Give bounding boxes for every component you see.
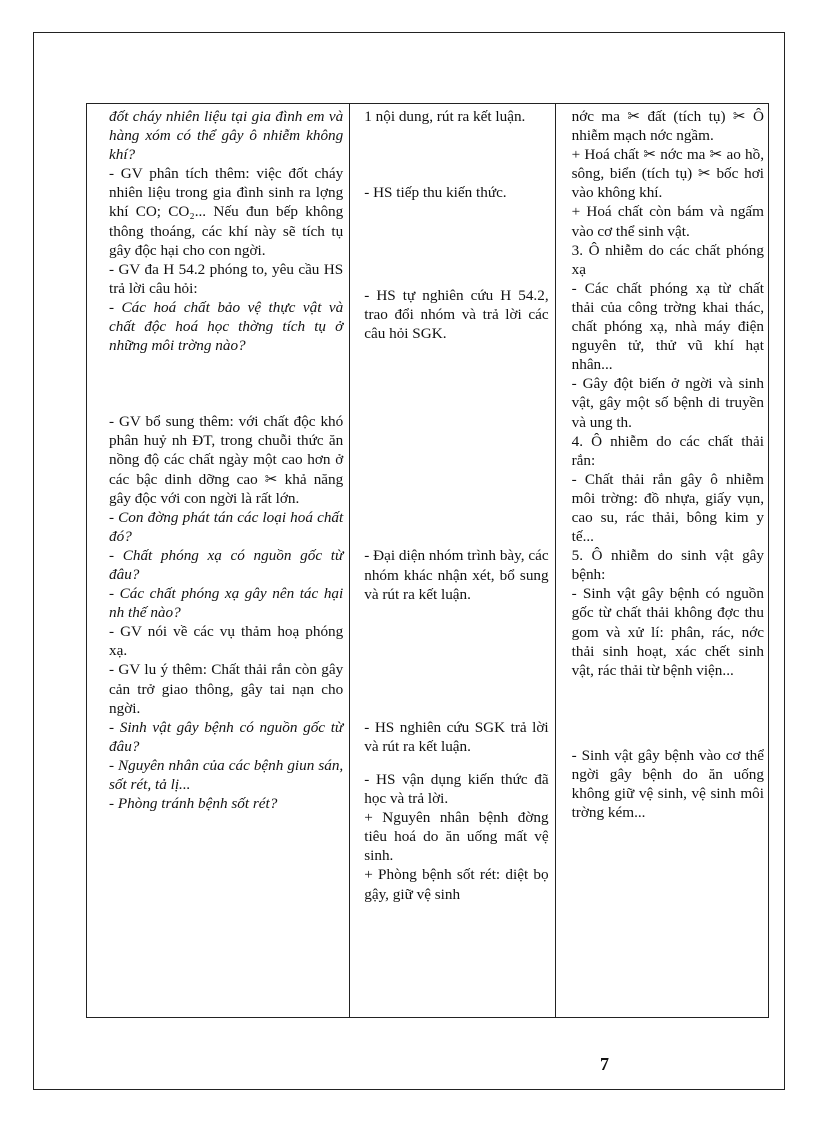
- teacher-note: - GV lu ý thêm: Chất thải rắn còn gây cản trở giao thông, gây tai nạn cho ngời.: [109, 661, 344, 717]
- content-note: - Chất thải rắn gây ô nhiễm môi trờng: đồ nhựa, giấy vụn, cao su, rác thải, bông kim y tế...: [571, 470, 764, 546]
- question-text: - Phòng tránh bệnh sốt rét?: [109, 795, 278, 813]
- section-heading: 3. Ô nhiễm do các chất phóng xạ: [571, 241, 764, 278]
- content-note: - Gây đột biến ở ngời và sinh vật, gây một số bệnh di truyền và ung th.: [571, 375, 764, 431]
- question-text: - Chất phóng xạ có nguồn gốc từ đâu?: [109, 546, 344, 583]
- student-activity-column: [350, 104, 555, 1017]
- student-note: - HS tự nghiên cứu H 54.2, trao đổi nhóm và trả lời các câu hỏi SGK.: [364, 287, 549, 343]
- question-text: đốt cháy nhiên liệu tại gia đình em và hàng xóm có thể gây ô nhiễm không khí?: [109, 108, 344, 164]
- student-note: + Phòng bệnh sốt rét: diệt bọ gậy, giữ vệ sinh: [364, 866, 549, 903]
- content-note: - Các chất phóng xạ từ chất thải của công trờng khai thác, chất phóng xạ, nhà máy điện nguyên tử, thử vũ khí hạt nhân...: [571, 279, 764, 374]
- student-note: - HS tiếp thu kiến thức.: [364, 184, 507, 202]
- teacher-note: - GV phân tích thêm: việc đốt cháy nhiên liệu trong gia đình sinh ra lợng khí CO; CO₂... Nếu đun bếp không thông thoáng, các khí này sẽ tích tụ gây độc hại cho con ngời.: [109, 165, 344, 259]
- page-number: 7: [600, 1054, 609, 1074]
- content-note: + Hoá chất còn bám và ngấm vào cơ thể sinh vật.: [571, 203, 764, 240]
- student-note: + Nguyên nhân bệnh đờng tiêu hoá do ăn uống mất vệ sinh.: [364, 809, 549, 865]
- question-text: - Con đờng phát tán các loại hoá chất đó?: [109, 508, 344, 545]
- question-text: - Các hoá chất bảo vệ thực vật và chất độc hoá học thờng tích tụ ở những môi trờng nào?: [109, 298, 344, 355]
- content-column: [556, 104, 768, 1017]
- content-note: nớc ma ✂ đất (tích tụ) ✂ Ô nhiễm mạch nớc ngầm.: [571, 108, 764, 145]
- question-text: - Các chất phóng xạ gây nên tác hại nh thế nào?: [109, 585, 344, 622]
- teacher-activity-column: [87, 104, 350, 1017]
- student-note: 1 nội dung, rút ra kết luận.: [364, 108, 526, 125]
- section-heading: 4. Ô nhiễm do các chất thải rắn:: [571, 432, 764, 469]
- student-note: - HS nghiên cứu SGK trả lời và rút ra kết luận.: [364, 718, 549, 755]
- teacher-note: - GV bổ sung thêm: với chất độc khó phân huỷ nh ĐT, trong chuỗi thức ăn nồng độ các chất ngày một cao hơn ở các bậc dinh dỡng cao ✂ khả năng gây độc với con ngời là rất lớn.: [109, 413, 344, 507]
- lesson-table: [86, 103, 769, 1018]
- content-note: - Sinh vật gây bệnh vào cơ thể ngời gây bệnh do ăn uống không giữ vệ sinh, vệ sinh môi trờng kém...: [571, 746, 764, 822]
- student-note: - HS vận dụng kiến thức đã học và trả lời.: [364, 770, 549, 808]
- teacher-note: - GV đa H 54.2 phóng to, yêu cầu HS trả lời câu hỏi:: [109, 260, 344, 297]
- question-text: - Nguyên nhân của các bệnh giun sán, sốt rét, tả lị...: [109, 756, 344, 793]
- question-text: - Sinh vật gây bệnh có nguồn gốc từ đâu?: [109, 718, 344, 755]
- content-note: - Sinh vật gây bệnh có nguồn gốc từ chất thải không đợc thu gom và xử lí: phân, rác, nớc thải sinh hoạt, xác chết sinh vật, rác thải từ bệnh viện...: [571, 585, 764, 679]
- teacher-note: - GV nói về các vụ thảm hoạ phóng xạ.: [109, 623, 344, 660]
- student-note: - Đại diện nhóm trình bày, các nhóm khác nhận xét, bổ sung và rút ra kết luận.: [364, 547, 549, 603]
- content-note: + Hoá chất ✂ nớc ma ✂ ao hồ, sông, biển (tích tụ) ✂ bốc hơi vào không khí.: [571, 146, 764, 202]
- section-heading: 5. Ô nhiễm do sinh vật gây bệnh:: [571, 547, 764, 584]
